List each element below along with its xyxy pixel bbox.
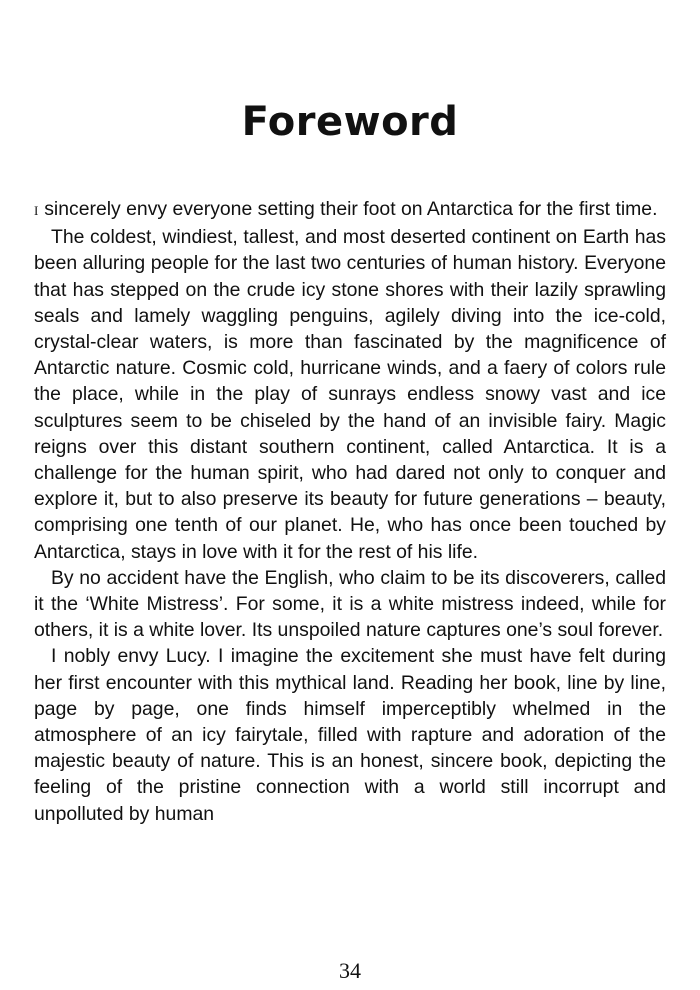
paragraph-1: [34, 196, 666, 224]
initial-letter: I: [34, 203, 39, 218]
page-title: Foreword: [241, 99, 459, 145]
paragraph-4: I nobly envy Lucy. I imagine the excitement she must have felt during her first encounter with this mythical land. Reading her book, line by line, page by page, one finds himself imperceptibly whelmed in the atmosphere of an icy fairytale, filled with rapture and adoration of the majestic beauty of nature. This is an honest, sincere book, depicting the feeling of the pristine connection with a world still incorrupt and unpolluted by human: [34, 645, 666, 825]
foreword-body: [34, 196, 666, 827]
paragraph-3: By no accident have the English, who claim to be its discoverers, called it the ‘White Mistress’. For some, it is a white mistress indeed, while for others, it is a white lover. Its unspoiled nature captures one’s soul forever.: [34, 566, 666, 642]
page-number: 34: [339, 958, 361, 983]
paragraph-1-text: sincerely envy everyone setting their foot on Antarctica for the first time.: [38, 198, 658, 220]
paragraph-2: The coldest, windiest, tallest, and most deserted continent on Earth has been alluring people for the last two centuries of human history. Everyone that has stepped on the crude icy stone shores with their lazily sprawling seals and lamely waggling penguins, agilely diving into the ice-cold, crystal-clear waters, is more than fascinated by the magnificence of Antarctic nature. Cosmic cold, hurricane winds, and a faery of colors rule the place, while in the play of sunrays endless snowy vast and ice sculptures seem to be chiseled by the hand of an invisible fairy. Magic reigns over this distant southern continent, called Antarctica. It is a challenge for the human spirit, who had dared not only to conquer and explore it, but to also preserve its beauty for future generations – beauty, comprising one tenth of our planet. He, who has once been touched by Antarctica, stays in love with it for the rest of his life.: [34, 226, 666, 563]
